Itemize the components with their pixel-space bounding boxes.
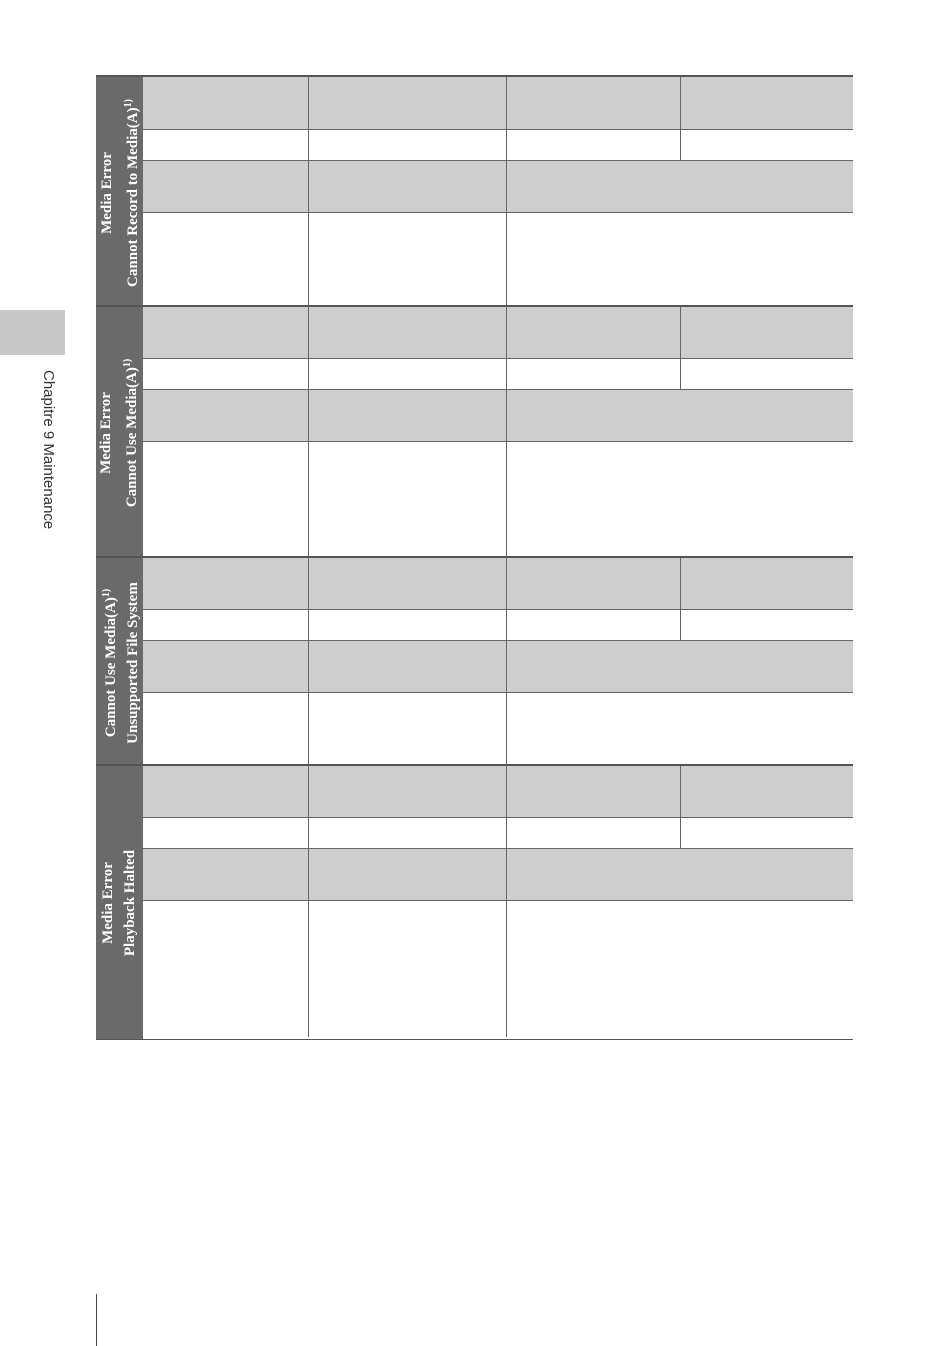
table-cell xyxy=(309,818,507,849)
table-cell xyxy=(681,818,853,849)
table-cell xyxy=(507,442,853,556)
table-cell xyxy=(309,641,507,693)
table-cell xyxy=(143,693,309,765)
table-cell xyxy=(681,77,853,130)
table-cell xyxy=(681,307,853,359)
table-cell xyxy=(143,77,309,130)
chapter-label: Chapitre 9 Maintenance xyxy=(40,370,57,530)
section-title-band xyxy=(96,766,143,1039)
table-cell xyxy=(143,901,309,1037)
section-title-line2: Playback Halted xyxy=(122,849,139,956)
table-cell xyxy=(143,442,309,556)
table-cell xyxy=(507,641,853,693)
table-cell xyxy=(143,849,309,901)
table-cell xyxy=(143,390,309,442)
error-table-section xyxy=(96,305,853,558)
section-title xyxy=(96,99,143,287)
table-cell xyxy=(143,766,309,818)
footnote-marker: 1) xyxy=(100,588,112,597)
table-cell xyxy=(507,766,681,818)
table-cell xyxy=(507,610,681,641)
error-table-section xyxy=(96,764,853,1040)
table-cell xyxy=(309,390,507,442)
section-title-line2: Unsupported File System xyxy=(124,581,141,744)
footer-rule xyxy=(96,1294,97,1346)
section-title-line1: Cannot Use Media(A) xyxy=(102,596,119,737)
table-cell xyxy=(681,610,853,641)
table-cell xyxy=(681,359,853,390)
section-title-band xyxy=(96,77,143,308)
table-cell xyxy=(507,818,681,849)
table-cell xyxy=(309,130,507,161)
error-table-section xyxy=(96,556,853,767)
section-title-line2: Cannot Use Media(A) xyxy=(124,366,141,507)
table-cell xyxy=(681,558,853,610)
table-cell xyxy=(507,901,853,1037)
table-cell xyxy=(309,610,507,641)
error-table-section xyxy=(96,75,853,308)
table-cell xyxy=(143,130,309,161)
table-cell xyxy=(309,901,507,1037)
table-cell xyxy=(309,442,507,556)
section-title-band xyxy=(96,307,143,558)
table-cell xyxy=(507,390,853,442)
footnote-marker: 1) xyxy=(122,358,134,367)
table-cell xyxy=(681,766,853,818)
table-cell xyxy=(309,213,507,306)
table-cell xyxy=(507,77,681,130)
section-title xyxy=(96,582,143,744)
table-cell xyxy=(507,213,853,306)
table-cell xyxy=(143,213,309,306)
table-cell xyxy=(309,849,507,901)
section-title-line1: Media Error xyxy=(100,861,117,944)
table-cell xyxy=(507,359,681,390)
table-cell xyxy=(309,307,507,359)
table-cell xyxy=(507,693,853,765)
table-cell xyxy=(143,610,309,641)
chapter-tab xyxy=(0,310,65,355)
table-cell xyxy=(507,130,681,161)
table-cell xyxy=(309,161,507,213)
section-title-band xyxy=(96,558,143,767)
section-title-line2: Cannot Record to Media(A) xyxy=(124,106,141,287)
table-cell xyxy=(309,558,507,610)
section-title-line1: Media Error xyxy=(98,391,115,474)
table-cell xyxy=(309,766,507,818)
table-cell xyxy=(507,161,853,213)
table-cell xyxy=(143,641,309,693)
section-title xyxy=(96,358,143,506)
table-cell xyxy=(309,359,507,390)
table-cell xyxy=(143,558,309,610)
section-title xyxy=(98,849,142,955)
table-cell xyxy=(507,849,853,901)
section-title-line1: Media Error xyxy=(98,151,115,234)
table-cell xyxy=(143,818,309,849)
table-cell xyxy=(143,161,309,213)
table-cell xyxy=(143,359,309,390)
footnote-marker: 1) xyxy=(122,98,134,107)
table-cell xyxy=(309,77,507,130)
table-cell xyxy=(507,558,681,610)
table-cell xyxy=(507,307,681,359)
table-cell xyxy=(681,130,853,161)
table-cell xyxy=(143,307,309,359)
table-cell xyxy=(309,693,507,765)
